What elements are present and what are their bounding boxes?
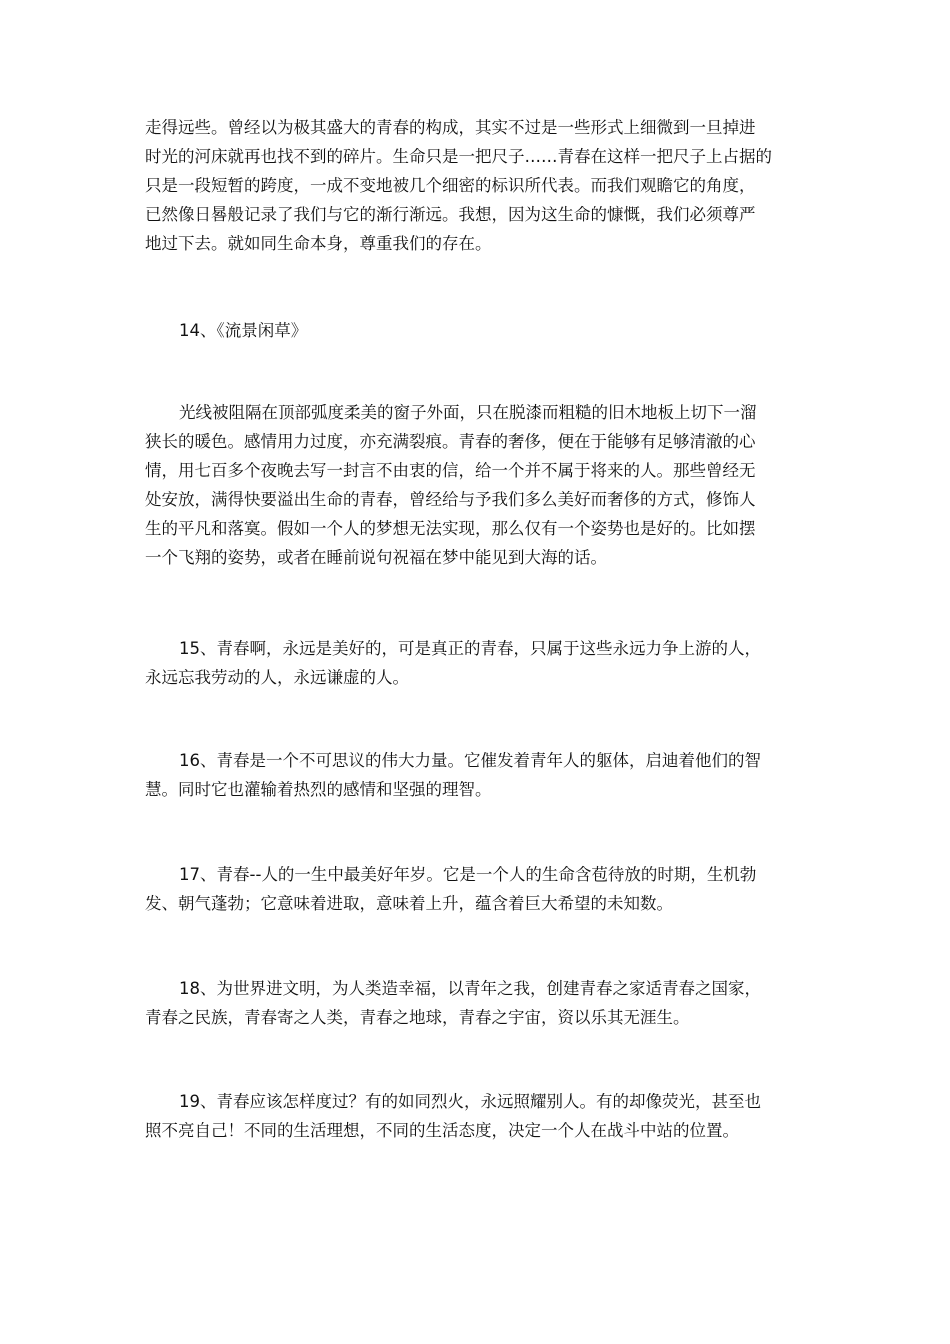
paragraph-15 (145, 634, 810, 692)
text-line: 时光的河床就再也找不到的碎片。生命只是一把尺子……青春在这样一把尺子上占据的 (145, 147, 772, 166)
paragraph-19 (145, 1087, 810, 1145)
text-line: 16、青春是一个不可思议的伟大力量。它催发着青年人的躯体，启迪着他们的智 (179, 751, 761, 770)
paragraph-17 (145, 860, 810, 918)
text-line: 19、青春应该怎样度过？有的如同烈火，永远照耀别人。有的却像荧光，甚至也 (179, 1092, 761, 1111)
section-heading-14 (145, 316, 810, 345)
text-line: 照不亮自己！不同的生活理想，不同的生活态度，决定一个人在战斗中站的位置。 (145, 1121, 739, 1140)
text-line: 情，用七百多个夜晚去写一封言不由衷的信，给一个并不属于将来的人。那些曾经无 (145, 461, 756, 480)
text-line: 17、青春--人的一生中最美好年岁。它是一个人的生命含苞待放的时期，生机勃 (179, 865, 757, 884)
paragraph-continuation (145, 113, 810, 258)
text-line: 只是一段短暂的跨度，一成不变地被几个细密的标识所代表。而我们观瞻它的角度， (145, 176, 756, 195)
text-line: 地过下去。就如同生命本身，尊重我们的存在。 (145, 234, 492, 253)
text-line: 15、青春啊，永远是美好的，可是真正的青春，只属于这些永远力争上游的人， (179, 639, 761, 658)
paragraph-16 (145, 746, 810, 804)
text-line: 青春之民族，青春寄之人类，青春之地球，青春之宇宙，资以乐其无涯生。 (145, 1008, 690, 1027)
text-line: 已然像日晷般记录了我们与它的渐行渐远。我想，因为这生命的慷慨，我们必须尊严 (145, 205, 756, 224)
text-line: 一个飞翔的姿势，或者在睡前说句祝福在梦中能见到大海的话。 (145, 548, 607, 567)
paragraph-14 (145, 398, 810, 572)
text-line: 发、朝气蓬勃；它意味着进取，意味着上升，蕴含着巨大希望的未知数。 (145, 894, 673, 913)
text-line: 慧。同时它也灌输着热烈的感情和坚强的理智。 (145, 780, 492, 799)
text-line: 走得远些。曾经以为极其盛大的青春的构成，其实不过是一些形式上细微到一旦掉进 (145, 118, 756, 137)
paragraph-18 (145, 974, 810, 1032)
text-line: 处安放，满得快要溢出生命的青春，曾经给与予我们多么美好而奢侈的方式，修饰人 (145, 490, 756, 509)
text-line: 光线被阻隔在顶部弧度柔美的窗子外面，只在脱漆而粗糙的旧木地板上切下一溜 (179, 403, 757, 422)
text-line: 生的平凡和落寞。假如一个人的梦想无法实现，那么仅有一个姿势也是好的。比如摆 (145, 519, 756, 538)
heading-line: 14、《流景闲草》 (179, 321, 308, 340)
text-line: 狭长的暖色。感情用力过度，亦充满裂痕。青春的奢侈，便在于能够有足够清澈的心 (145, 432, 756, 451)
text-line: 18、为世界进文明，为人类造幸福，以青年之我，创建青春之家适青春之国家， (179, 979, 761, 998)
text-line: 永远忘我劳动的人，永远谦虚的人。 (145, 668, 409, 687)
